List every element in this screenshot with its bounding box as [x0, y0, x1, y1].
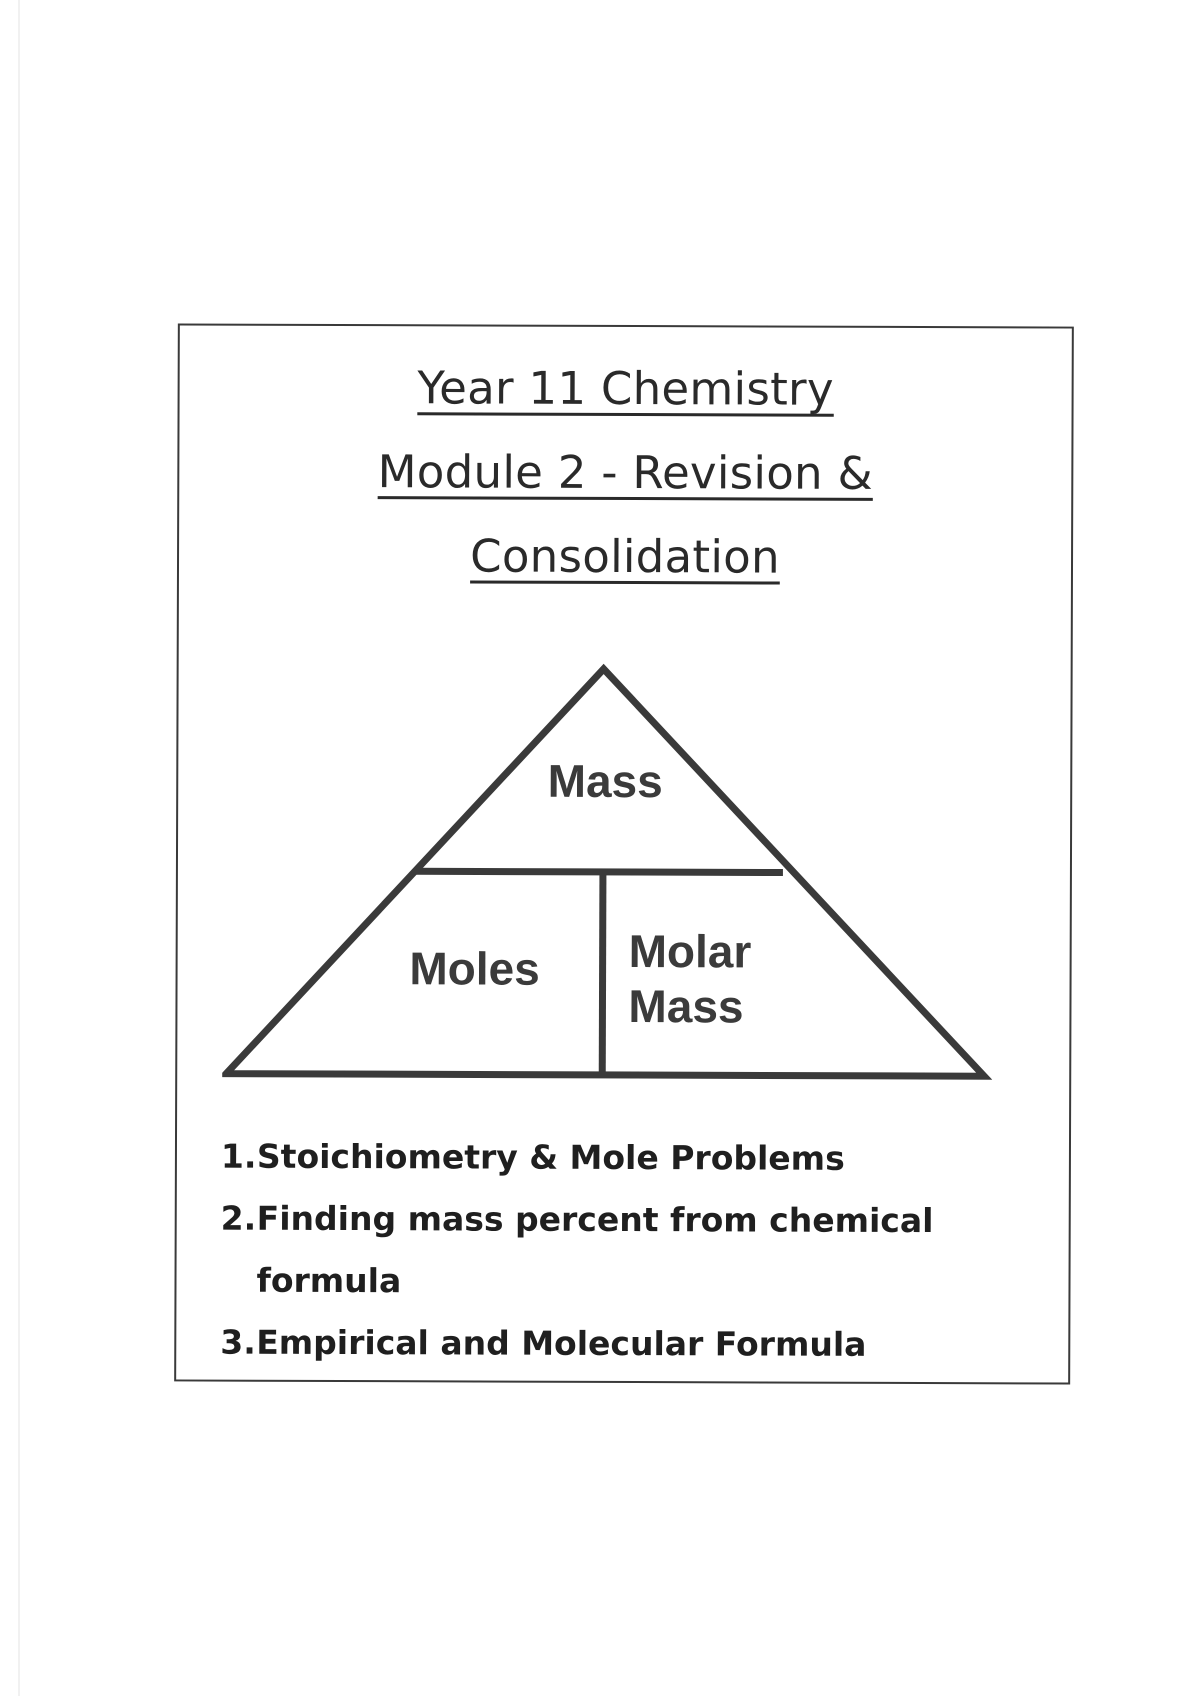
topic-text: Stoichiometry & Mole Problems [256, 1136, 845, 1178]
triangle-label-molar: Molar [628, 925, 752, 978]
title-line-1-text: Year 11 Chemistry [417, 361, 834, 416]
title-line-3 [179, 513, 1071, 600]
cover-box [174, 323, 1074, 1384]
topic-number: 2. [220, 1198, 257, 1238]
title-line-3-text: Consolidation [470, 529, 780, 584]
page-edge [18, 0, 20, 1696]
title-line-2-text: Module 2 - Revision & [377, 445, 874, 500]
triangle-vertical-divider [602, 872, 603, 1075]
topic-item [221, 1126, 1041, 1191]
topic-item [220, 1312, 1040, 1377]
title-line-2 [179, 429, 1071, 516]
topic-list [220, 1126, 1041, 1377]
topic-text: Empirical and Molecular Formula [256, 1322, 867, 1364]
triangle-horizontal-divider [415, 871, 783, 872]
topic-number: 1. [220, 1136, 257, 1176]
triangle-label-molar-mass: Mass [628, 980, 744, 1033]
triangle-label-mass: Mass [547, 754, 663, 808]
title-block [179, 345, 1072, 600]
triangle-label-moles: Moles [409, 942, 540, 995]
topic-number: 3. [220, 1322, 256, 1362]
topic-text: Finding mass percent from chemical formula [256, 1198, 934, 1301]
title-line-1 [179, 345, 1071, 432]
mass-moles-triangle-diagram [222, 656, 994, 1129]
topic-item [220, 1188, 1040, 1315]
